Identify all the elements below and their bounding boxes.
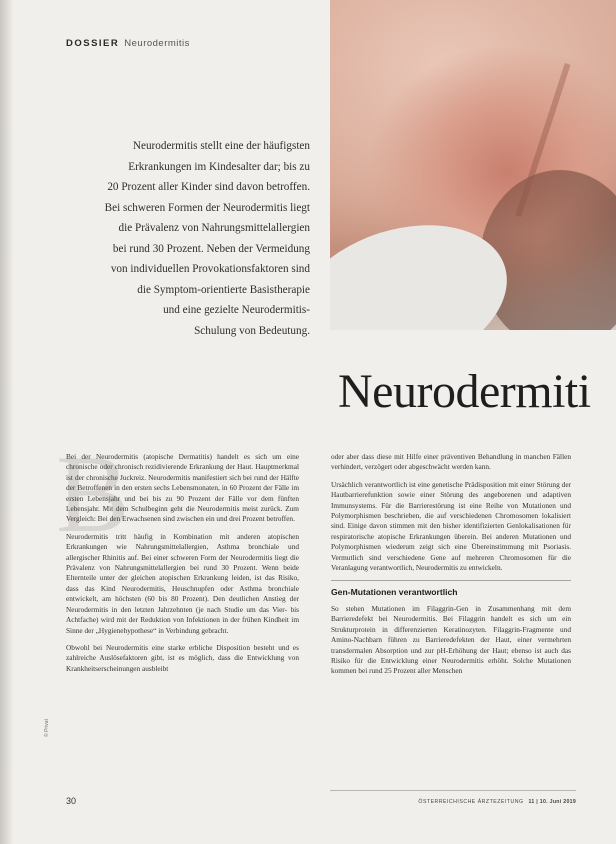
page-footer: [418, 799, 576, 805]
drop-cap: B: [56, 433, 130, 555]
subheading: Gen-Mutationen verantwortlich: [331, 580, 571, 597]
footer-rule: [330, 790, 576, 791]
page-binding-shadow: [0, 0, 14, 844]
body-paragraph: Ursächlich verantwortlich ist eine genetische Prädisposition mit einer Störung der Hautbarrierefunktion sowie einer Störung des angeborenen und adaptiven Immunsystems. Für die Barrierestörung ist eine Reihe von Mutationen und Polymorphismen beschrieben, die auf verschiedenen Chromosomen lokalisiert sind. Einige davon stimmen mit den bisher identifizierten Genlokalisationen für respiratorische atopische Erkrankungen überein. Bei anderen Mutationen und Polymorphismen wiederum zeigt sich eine Übereinstimmung mit Psoriasis. Vermutlich sind verschiedene Gene auf mehreren Chromosomen für die Veranlagung verantwortlich, Neurodermitis zu entwickeln.: [331, 479, 571, 573]
section-header: [66, 38, 190, 49]
right-column: [331, 452, 571, 684]
article-title: Neurodermiti: [338, 365, 591, 418]
body-paragraph: Obwohl bei Neurodermitis eine starke erbliche Disposition besteht und es zahlreiche Auslösefaktoren gibt, ist es möglich, dass die Entwicklung von Krankheitserscheinungen ausbleibt: [66, 642, 299, 673]
section-kicker: DOSSIER: [66, 38, 120, 49]
body-paragraph: So stehen Mutationen im Filaggrin-Gen in Zusammenhang mit dem Barrieredefekt bei Neurodermitis. Bei Filaggrin handelt es sich um ein Strukturprotein in differenzierten Keratinozyten. Filaggrin-Fragmente und Amino-Nachbarn führen zu Barrieredefekten der Haut, einer vermehrten transdermalen Absorption und zur pH-Erhöhung der Haut; ebenso ist auch das Risiko für die Entwicklung einer Neurodermitis erhöht. Solche Mutationen kommen bei rund 25 Prozent aller Menschen: [331, 603, 571, 676]
issue-info: 11 | 10. Juni 2019: [528, 799, 576, 805]
publication-name: ÖSTERREICHISCHE ÄRZTEZEITUNG: [418, 799, 524, 805]
body-paragraph: Bei der Neurodermitis (atopische Dermatitis) handelt es sich um eine chronische oder chronisch rezidivierende Erkrankung der Haut. Hauptmerkmal ist der chronische Juckreiz. Neurodermitis manifestiert sich bei rund der Hälfte der Betroffenen in den ersten sechs Lebensmonaten, in 60 Prozent der Fälle im ersten Lebensjahr und bei bis zu 90 Prozent der Fälle vor dem fünften Lebensjahr. Mit dem Schulbeginn geht die Neurodermitis meist zurück. Zum Vergleich: Bei den Erwachsenen sind zwischen ein und drei Prozent betroffen.: [66, 452, 299, 524]
page-number: 30: [66, 796, 77, 806]
article-photo: [330, 0, 616, 330]
body-paragraph: oder aber dass diese mit Hilfe einer präventiven Behandlung in manchen Fällen verhindert, verzögert oder abgeschwächt werden kann.: [331, 452, 571, 472]
left-column: [66, 452, 299, 681]
intro-text: Neurodermitis stellt eine der häufigsten Erkrankungen im Kindesalter dar; bis zu 20 Prozent aller Kinder sind davon betroffen. Bei schweren Formen der Neurodermitis liegt die Prävalenz von Nahrungsmittelallergien bei rund 30 Prozent. Neben der Vermeidung von individuellen Provokationsfaktoren sind die Symptom-orientierte Basistherapie und eine gezielte Neurodermitis- Schulung von Bedeutung.: [104, 140, 310, 337]
section-topic: Neurodermitis: [124, 38, 190, 49]
intro-lead: [30, 136, 310, 341]
body-paragraph: Neurodermitis tritt häufig in Kombination mit anderen atopischen Erkrankungen wie Nahrungsmittelallergien, Asthma bronchiale und allergischer Rhinitis auf. Bei einer schweren Form der Neurodermitis liegt die Prävalenz von Nahrungsmittelallergien bei rund 30 Prozent. Wenn beide Elternteile unter der gleichen atopischen Erkrankung leiden, ist das Risiko, dass das Kind Neurodermitis, Heuschnupfen oder Asthma bronchiale entwickelt, am höchsten (60 bis 80 Prozent). Den deutlichen Anstieg der Neurodermitis in den letzten Jahrzehnten (je nach Studie um das Vier- bis Achtfache) wird mit der Reduktion von Infektionen in der frühen Kindheit im Sinne der „Hygienehypothese“ in Verbindung gebracht.: [66, 531, 299, 635]
photo-credit: © Privat: [44, 719, 50, 737]
